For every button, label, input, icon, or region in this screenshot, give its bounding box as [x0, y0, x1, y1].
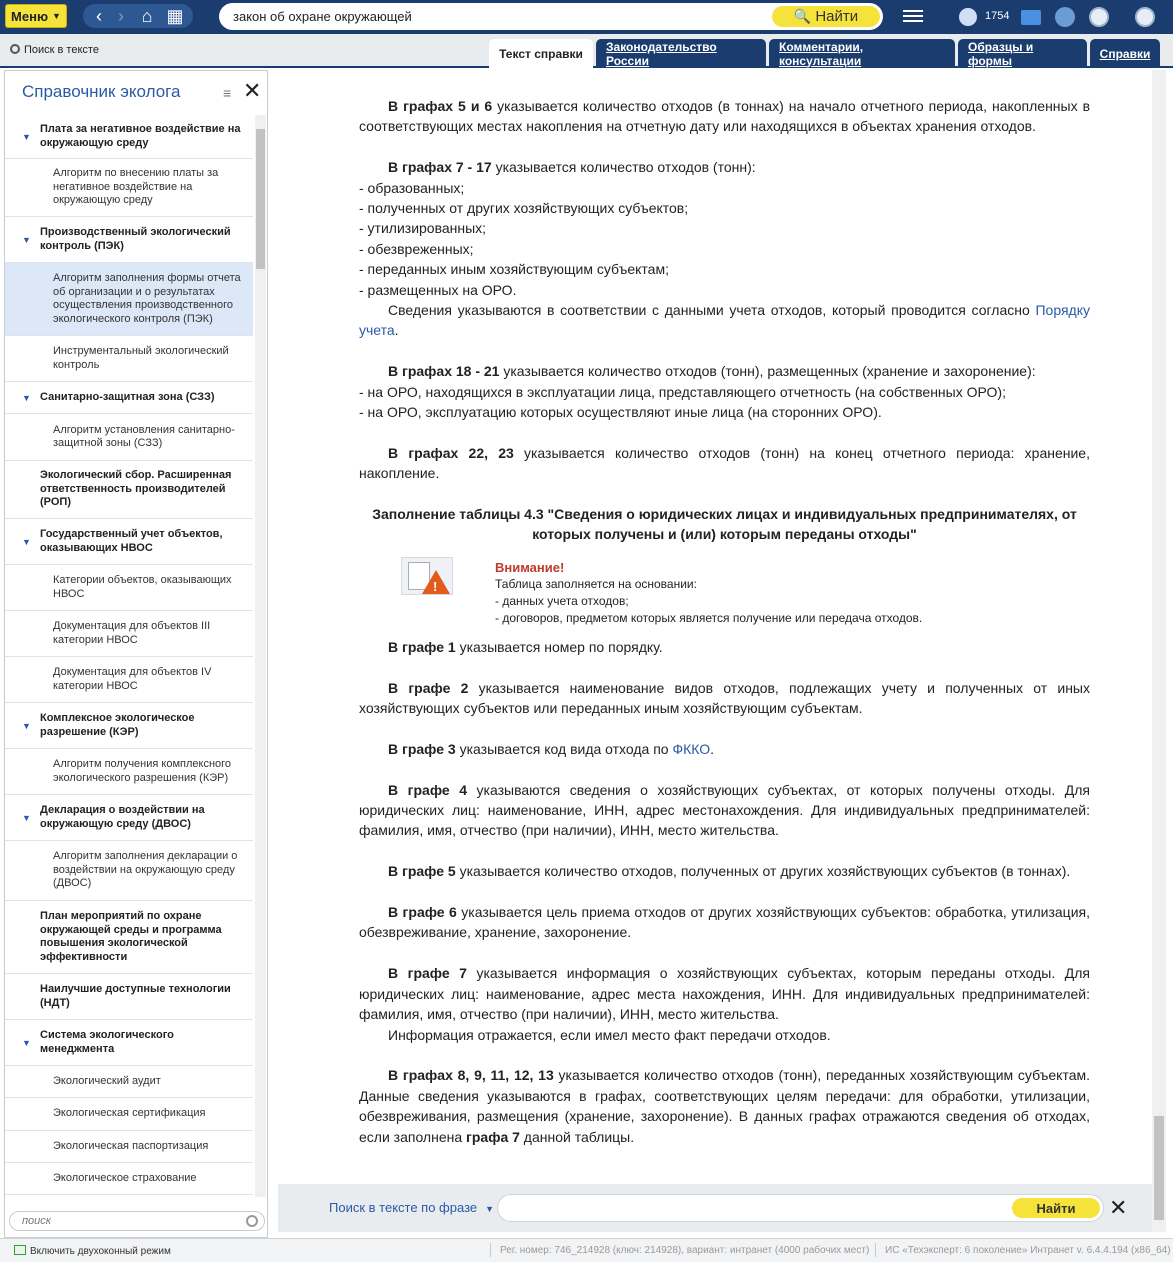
sidebar-item[interactable]: Категории объектов, оказывающих НВОС [5, 565, 253, 611]
paragraph: В графах 22, 23 указывается количество отходов (тонн) на конец отчетного периода: хранение, накопление. [359, 444, 1090, 482]
expand-icon: ▼ [22, 1037, 31, 1048]
paragraph: В графах 8, 9, 11, 12, 13 указывается количество отходов (тонн), переданных хозяйствующим субъектам. Данные сведения указываются в графах, соответствующих целям передачи: для обработки, утилизации, обезвреживания, размещения (хранение, захоронение). В данных графах отражаются сведения об отходах, если заполнена графа 7 данной таблицы. [359, 1067, 1091, 1145]
list-item: - на ОРО, эксплуатацию которых осуществляют иные лица (на сторонних ОРО). [359, 404, 882, 421]
sidebar-item[interactable]: ▼ Комплексное экологическое разрешение (КЭР) [5, 703, 253, 749]
sidebar-item[interactable]: Экологический сбор. Расширенная ответственность производителей (РОП) [5, 461, 253, 519]
sidebar-item[interactable]: ▼ Государственный учет объектов, оказывающих НВОС [5, 519, 253, 565]
top-toolbar [0, 0, 1173, 34]
dual-mode-toggle[interactable]: Включить двухоконный режим [14, 1245, 171, 1257]
expand-icon: ▼ [22, 812, 31, 823]
main-search [219, 3, 883, 30]
tab-references[interactable]: Справки [1090, 39, 1160, 68]
find-text-button[interactable]: Найти [1012, 1198, 1100, 1218]
sidebar-list [5, 115, 253, 1197]
sidebar-item[interactable]: ▼ Система экологического менеджмента [5, 1020, 253, 1066]
content-scrollbar[interactable] [1152, 70, 1166, 1232]
sidebar-item[interactable]: Алгоритм заполнения декларации о воздействии на окружающую среду (ДВОС) [5, 841, 253, 901]
chevron-down-icon: ▼ [52, 11, 61, 21]
sidebar-title: Справочник эколога [22, 82, 181, 101]
sidebar-item[interactable]: Экологическая паспортизация [5, 1131, 253, 1163]
document-text [359, 96, 1090, 1147]
search-icon: 🔍 [793, 8, 812, 24]
document-content [278, 70, 1154, 1184]
find-input-box [497, 1194, 1104, 1222]
list-item: - размещенных на ОРО. [359, 281, 517, 298]
paragraph: В графе 3 указывается код вида отхода по ФККО. [388, 740, 715, 757]
link-accounting-order[interactable]: Порядку учета [359, 302, 1090, 339]
stopwatch-icon[interactable] [1089, 7, 1109, 27]
sidebar-item[interactable]: Экологическое страхование [5, 1163, 253, 1195]
clear-icon[interactable] [246, 1215, 258, 1227]
list-item: - переданных иным хозяйствующим субъектам; [359, 261, 669, 278]
sidebar-item[interactable]: Экологическая сертификация [5, 1098, 253, 1131]
nav-group [83, 4, 193, 28]
list-item: - полученных от других хозяйствующих субъектов; [359, 200, 689, 217]
monitor-icon[interactable] [1135, 7, 1155, 27]
sidebar [4, 70, 268, 1238]
close-icon[interactable]: ✕ [243, 78, 262, 103]
tab-forms[interactable]: Образцы и формы [958, 39, 1087, 68]
notice-title: Внимание! [495, 559, 565, 575]
user-count: 1754 [985, 10, 1010, 22]
dual-window-icon [14, 1245, 26, 1255]
registration-info: Рег. номер: 746_214928 (ключ: 214928), вариант: интранет (4000 рабочих мест) [500, 1245, 870, 1256]
paragraph: В графе 6 указывается цель приема отходов от других хозяйствующих субъектов: обработка, утилизация, обезвреживание, хранение, захоронение. [359, 904, 1090, 941]
sidebar-item[interactable]: Инструментальный экологический контроль [5, 336, 253, 382]
list-item: - утилизированных; [359, 220, 487, 237]
section-heading: Заполнение таблицы 4.3 "Сведения о юридических лицах и индивидуальных предпринимателях, от которых получены и (или) которым переданы отходы" [372, 506, 1077, 543]
tab-comments[interactable]: Комментарии, консультации [769, 39, 955, 68]
paragraph: В графе 7 указывается информация о хозяйствующих субъектах, которым переданы отходы. Для юридических лиц: наименование, адрес места нахождения, ИНН. Для индивидуальных предпринимателей: фамилия, имя, отчество (при наличии), ИНН, место жительства. [359, 965, 1090, 1023]
sidebar-item[interactable]: Алгоритм установления санитарно-защитной зоны (СЗЗ) [5, 414, 253, 461]
content-scroll-thumb[interactable] [1154, 1116, 1164, 1220]
expand-icon: ▼ [22, 234, 31, 245]
tab-text[interactable]: Текст справки [489, 39, 593, 68]
menu-button[interactable]: Меню ▼ [5, 4, 67, 28]
list-item: - на ОРО, находящихся в эксплуатации лица, представляющего отчетность (на собственных ОРО); [359, 383, 1006, 400]
find-button[interactable]: 🔍 Найти [772, 6, 880, 27]
sidebar-item[interactable]: ▼ Санитарно-защитная зона (СЗЗ) [5, 382, 253, 414]
search-in-text-button[interactable]: Поиск в тексте [10, 44, 99, 56]
tab-legislation[interactable]: Законодательство России [596, 39, 766, 68]
paragraph: В графе 2 указывается наименование видов отходов, подлежащих учету и полученных от иных хозяйствующих субъектов или переданных иным хозяйствующим субъектам. [359, 679, 1090, 717]
list-item: - обезвреженных; [359, 240, 474, 257]
sidebar-item[interactable]: ▼ Плата за негативное воздействие на окружающую среду [5, 115, 253, 159]
paragraph: В графе 1 указывается номер по порядку. [388, 638, 663, 655]
sidebar-item[interactable]: Алгоритм по внесению платы за негативное воздействие на окружающую среду [5, 159, 253, 217]
sidebar-item[interactable]: Экологический аудит [5, 1066, 253, 1098]
expand-icon: ▼ [22, 536, 31, 547]
grid-icon[interactable]: ▦ [166, 5, 184, 26]
forward-icon[interactable]: › [118, 5, 124, 26]
folder-icon[interactable] [1021, 10, 1041, 25]
sidebar-search [9, 1211, 265, 1231]
notice-box [359, 545, 1090, 637]
close-icon[interactable]: ✕ [1109, 1195, 1128, 1220]
sidebar-item[interactable]: Документация для объектов III категории НВОС [5, 611, 253, 657]
sidebar-item[interactable]: ▼ Декларация о воздействии на окружающую среду (ДВОС) [5, 795, 253, 841]
version-info: ИС «Техэксперт: 6 поколение» Интранет v. 6.4.4.194 (x86_64) [885, 1245, 1171, 1256]
sidebar-item[interactable]: Документация для объектов IV категории НВОС [5, 657, 253, 703]
sidebar-item[interactable]: Алгоритм получения комплексного экологического разрешения (КЭР) [5, 749, 253, 795]
warning-icon: ! [401, 557, 453, 595]
tab-row [0, 34, 1173, 68]
list-item: - образованных; [359, 179, 465, 196]
paragraph: В графе 5 указывается количество отходов, полученных от других хозяйствующих субъектов (в тоннах). [388, 863, 1071, 880]
sidebar-item[interactable]: План мероприятий по охране окружающей среды и программа повышения экологической эффективности [5, 901, 253, 974]
paragraph: В графах 18 - 21 указывается количество отходов (тонн), размещенных (хранение и захоронение): [388, 363, 1036, 380]
expand-icon: ▼ [22, 720, 31, 731]
paragraph: В графе 4 указываются сведения о хозяйствующих субъектах, от которых получены отходы. Для юридических лиц: наименование, ИНН, адрес местонахождения. Для индивидуальных предпринимателей: фамилия, имя, отчество (при наличии), ИНН, место жительства. [359, 781, 1090, 839]
paragraph: В графах 7 - 17 указывается количество отходов (тонн): [388, 159, 756, 176]
sidebar-search-input[interactable] [22, 1214, 222, 1228]
paragraph: В графах 5 и 6 указывается количество отходов (в тоннах) на начало отчетного периода, накопленных в соответствующих местах накопления на отчетную дату или находящихся в объектах хранения отходов. [359, 98, 1091, 135]
chevron-down-icon: ▼ [485, 1204, 495, 1214]
user-icon[interactable] [959, 8, 977, 26]
list-icon[interactable]: ≡ [223, 85, 232, 101]
sidebar-item[interactable]: Наилучшие доступные технологии (НДТ) [5, 974, 253, 1020]
notice-text: Внимание! Таблица заполняется на основании: - данных учета отходов; - договоров, предметом которых является получение или передача отходов. [495, 559, 923, 625]
hamburger-icon[interactable] [903, 7, 923, 25]
link-fkko[interactable]: ФККО [672, 740, 711, 757]
search-input[interactable] [233, 6, 773, 26]
paragraph: Информация отражается, если имел место факт передачи отходов. [388, 1026, 831, 1043]
search-icon [10, 44, 20, 54]
paragraph: Сведения указываются в соответствии с данными учета отходов, который проводится согласно Порядку учета. [359, 302, 1090, 339]
sidebar-scrollbar[interactable] [255, 115, 266, 1197]
sidebar-item[interactable]: ▼ Производственный экологический контроль (ПЭК) [5, 217, 253, 263]
find-input[interactable] [512, 1201, 992, 1217]
expand-icon: ▼ [22, 131, 31, 142]
search-mode-dropdown[interactable]: Поиск в тексте по фразе ▼ [329, 1200, 495, 1215]
expand-icon: ▼ [22, 392, 31, 403]
status-bar [0, 1238, 1173, 1262]
home-icon[interactable]: ⌂ [141, 5, 153, 26]
sidebar-scroll-thumb[interactable] [256, 129, 265, 269]
back-icon[interactable]: ‹ [96, 5, 102, 26]
sidebar-item-selected[interactable]: Алгоритм заполнения формы отчета об организации и о результатах осуществления производственного экологического контроля (ПЭК) [5, 263, 253, 336]
history-icon[interactable] [1055, 7, 1075, 27]
sidebar-header [5, 71, 267, 115]
find-bar [278, 1184, 1152, 1232]
